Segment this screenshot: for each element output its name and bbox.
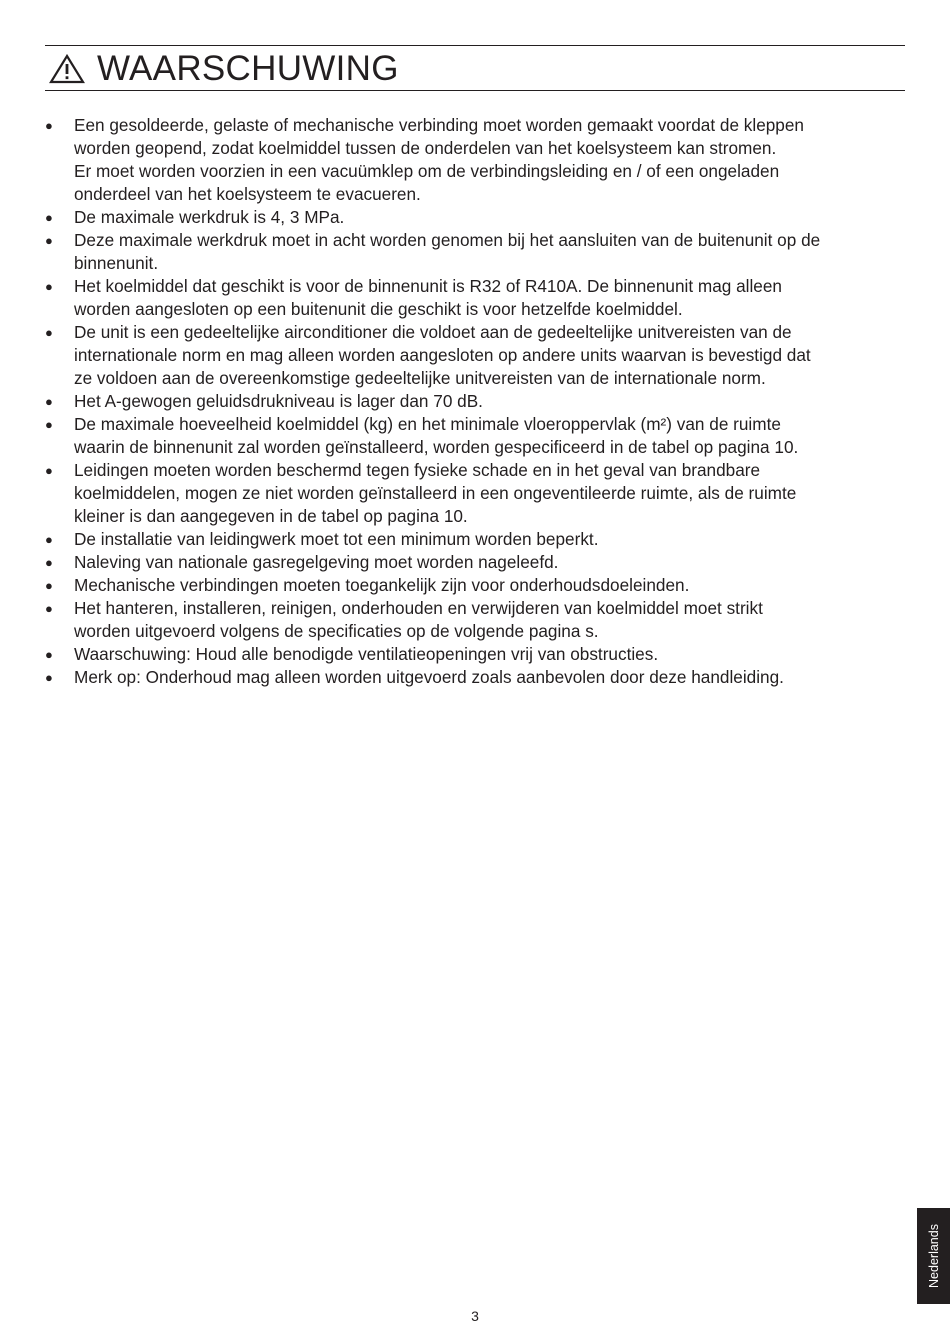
- list-item-text: Het hanteren, installeren, reinigen, onderhouden en verwijderen van koelmiddel moet strikt worden uitgevoerd volgens de specificaties op de volgende pagina s.: [74, 598, 763, 641]
- bullet-icon: ●: [45, 670, 53, 685]
- bullet-icon: ●: [45, 578, 53, 593]
- list-item-text: Merk op: Onderhoud mag alleen worden uitgevoerd zoals aanbevolen door deze handleiding.: [74, 667, 784, 687]
- bullet-icon: ●: [45, 394, 53, 409]
- page-title: WAARSCHUWING: [97, 49, 399, 88]
- list-item: [45, 551, 911, 574]
- list-item-text: De maximale hoeveelheid koelmiddel (kg) en het minimale vloeroppervlak (m²) van de ruimte waarin de binnenunit zal worden geïnstalleerd, worden gespecificeerd in de tabel op pagina 10.: [74, 414, 799, 457]
- bullet-icon: ●: [45, 233, 53, 248]
- bullet-icon: ●: [45, 463, 53, 478]
- list-item: [45, 229, 911, 275]
- list-item: [45, 321, 911, 390]
- list-item-text: De unit is een gedeeltelijke airconditioner die voldoet aan de gedeeltelijke unitvereisten van de internationale norm en mag alleen worden aangesloten op andere units waarvan is bevestigd dat ze voldoen aan de overeenkomstige gedeeltelijke unitvereisten van de internationale norm.: [74, 322, 811, 388]
- warning-triangle-icon: [49, 54, 85, 84]
- bullet-icon: ●: [45, 647, 53, 662]
- list-item-text: Het A-gewogen geluidsdrukniveau is lager dan 70 dB.: [74, 391, 483, 411]
- language-tab-label: Nederlands: [926, 1224, 941, 1288]
- list-item-text: Waarschuwing: Houd alle benodigde ventilatieopeningen vrij van obstructies.: [74, 644, 659, 664]
- bullet-icon: ●: [45, 279, 53, 294]
- list-item-text: Mechanische verbindingen moeten toegankelijk zijn voor onderhoudsdoeleinden.: [74, 575, 690, 595]
- list-item: [45, 574, 911, 597]
- list-item: [45, 459, 911, 528]
- list-item-text: Deze maximale werkdruk moet in acht worden genomen bij het aansluiten van de buitenunit op de binnenunit.: [74, 230, 821, 273]
- bullet-icon: ●: [45, 325, 53, 340]
- page-number: 3: [471, 1308, 479, 1324]
- bullet-icon: ●: [45, 555, 53, 570]
- list-item: [45, 275, 911, 321]
- warning-header: [45, 45, 905, 91]
- list-item: [45, 206, 911, 229]
- bullet-icon: ●: [45, 118, 53, 133]
- list-item-text: De installatie van leidingwerk moet tot een minimum worden beperkt.: [74, 529, 599, 549]
- list-item: [45, 114, 911, 206]
- list-item: [45, 597, 911, 643]
- list-item: [45, 666, 911, 689]
- bullet-icon: ●: [45, 417, 53, 432]
- list-item: [45, 413, 911, 459]
- list-item-text: De maximale werkdruk is 4, 3 MPa.: [74, 207, 345, 227]
- list-item: [45, 528, 911, 551]
- bullet-icon: ●: [45, 532, 53, 547]
- warning-list: [45, 114, 911, 689]
- list-item: [45, 643, 911, 666]
- list-item-text: Een gesoldeerde, gelaste of mechanische verbinding moet worden gemaakt voordat de kleppen worden geopend, zodat koelmiddel tussen de onderdelen van het koelsysteem kan stromen. Er moet worden voorzien in een vacuümklep om de verbindingsleiding en / of een ongeladen onderdeel van het koelsysteem te evacueren.: [74, 115, 804, 204]
- language-tab: [917, 1208, 950, 1304]
- bullet-icon: ●: [45, 210, 53, 225]
- bullet-icon: ●: [45, 601, 53, 616]
- list-item-text: Het koelmiddel dat geschikt is voor de binnenunit is R32 of R410A. De binnenunit mag alleen worden aangesloten op een buitenunit die geschikt is voor hetzelfde koelmiddel.: [74, 276, 782, 319]
- list-item: [45, 390, 911, 413]
- list-item-text: Naleving van nationale gasregelgeving moet worden nageleefd.: [74, 552, 559, 572]
- list-item-text: Leidingen moeten worden beschermd tegen fysieke schade en in het geval van brandbare koelmiddelen, mogen ze niet worden geïnstalleerd in een ongeventileerde ruimte, als de ruimte kleiner is dan aangegeven in de tabel op pagina 10.: [74, 460, 797, 526]
